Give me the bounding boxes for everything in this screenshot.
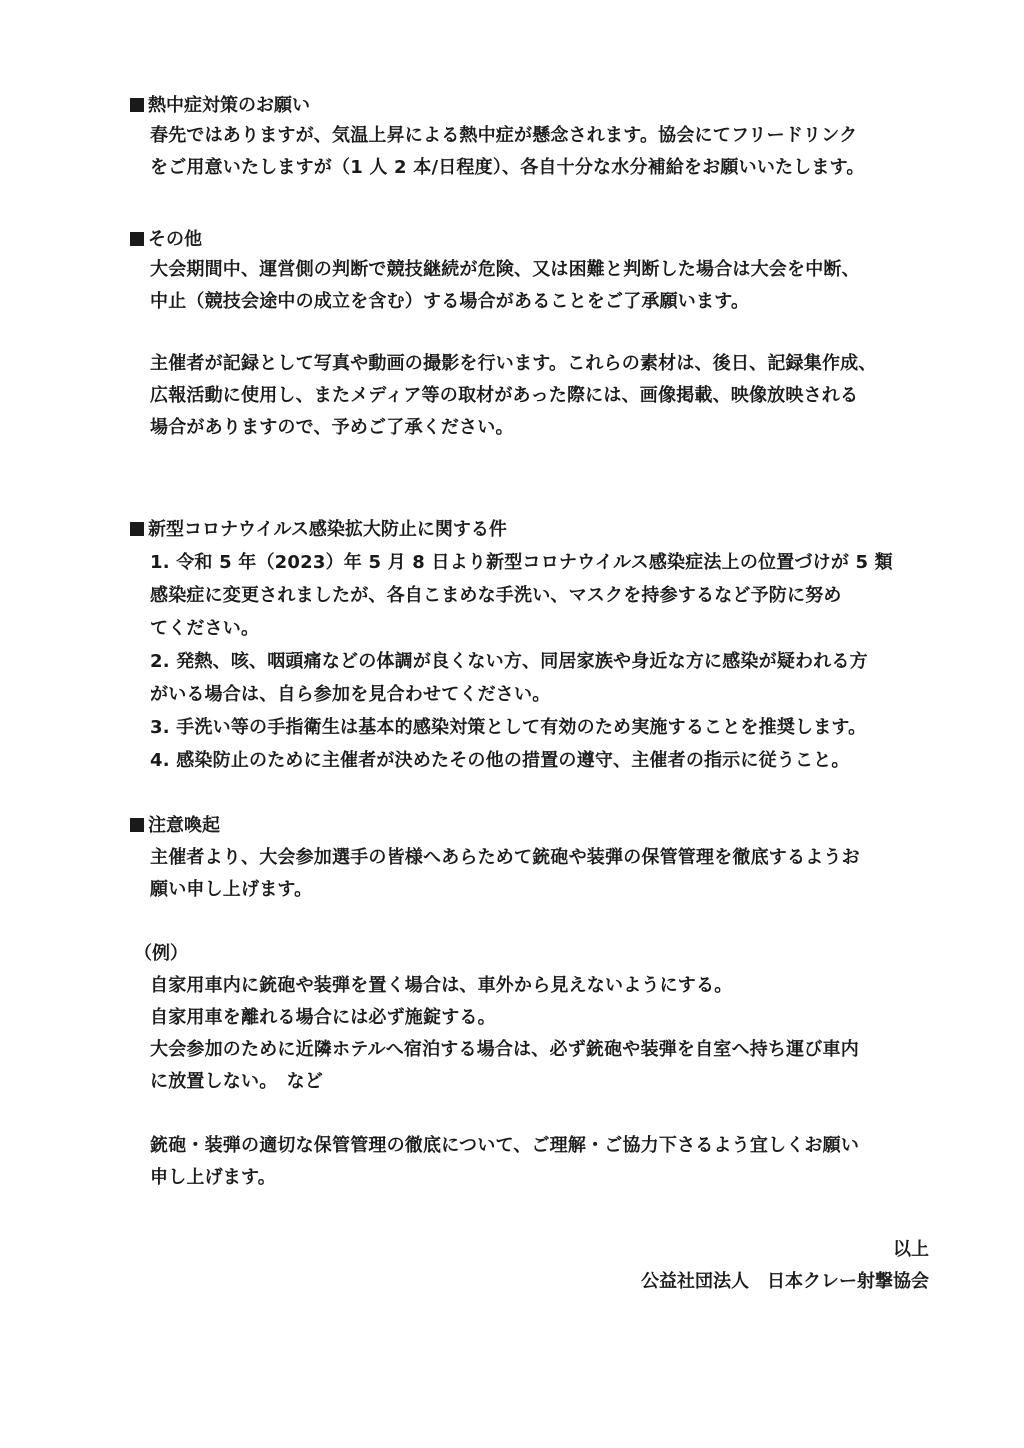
- other-para-2: [130, 348, 970, 444]
- square-bullet-icon: [130, 232, 144, 246]
- closing-line-2: 申し上げます。: [150, 1167, 276, 1188]
- covid-line-6: 3. 手洗い等の手指衛生は基本的感染対策として有効のため実施することを推奨します。: [150, 717, 867, 738]
- heading-caution-text: 注意喚起: [148, 815, 220, 836]
- heading-covid: [130, 516, 507, 544]
- caution-examples: [130, 970, 970, 1098]
- caution-para1-line-2: 願い申し上げます。: [150, 879, 313, 900]
- heading-other-text: その他: [148, 229, 202, 250]
- heading-heatstroke: [130, 92, 310, 120]
- caution-closing: [130, 1130, 970, 1194]
- square-bullet-icon: [130, 818, 144, 832]
- heatstroke-line-1: 春先ではありますが、気温上昇による熱中症が懸念されます。協会にてフリードリンク: [150, 125, 858, 146]
- example-line-2: 自家用車を離れる場合には必ず施錠する。: [150, 1007, 496, 1028]
- other-para-1: [130, 254, 970, 318]
- covid-line-4: 2. 発熱、咳、咽頭痛などの体調が良くない方、同居家族や身近な方に感染が疑われる方: [150, 651, 868, 672]
- heatstroke-body: [130, 120, 970, 184]
- organization-name: 公益社団法人 日本クレー射撃協会: [641, 1271, 929, 1292]
- example-line-3: 大会参加のために近隣ホテルへ宿泊する場合は、必ず銃砲や装弾を自室へ持ち運び車内: [150, 1039, 859, 1060]
- heading-heatstroke-text: 熱中症対策のお願い: [148, 95, 310, 116]
- square-bullet-icon: [130, 522, 144, 536]
- heatstroke-line-2: をご用意いたしますが（1 人 2 本/日程度）、各自十分な水分補給をお願いいたします。: [150, 157, 865, 178]
- heading-caution: [130, 812, 220, 840]
- covid-line-5: がいる場合は、自ら参加を見合わせてください。: [150, 684, 551, 705]
- covid-line-2: 感染症に変更されましたが、各自こまめな手洗い、マスクを持参するなど予防に努め: [150, 585, 842, 606]
- other-para1-line-2: 中止（競技会途中の成立を含む）する場合があることをご了承願います。: [150, 291, 750, 312]
- square-bullet-icon: [130, 98, 144, 112]
- covid-line-7: 4. 感染防止のために主催者が決めたその他の措置の遵守、主催者の指示に従うこと。: [150, 750, 850, 771]
- example-line-1: 自家用車内に銃砲や装弾を置く場合は、車外から見えないようにする。: [150, 975, 733, 996]
- other-para1-line-1: 大会期間中、運営側の判断で競技継続が危険、又は困難と判断した場合は大会を中断、: [150, 259, 860, 280]
- heading-other: [130, 226, 202, 254]
- other-para2-line-1: 主催者が記録として写真や動画の撮影を行います。これらの素材は、後日、記録集作成、: [150, 353, 877, 374]
- example-line-4: に放置しない。 など: [150, 1071, 323, 1092]
- heading-covid-text: 新型コロナウイルス感染拡大防止に関する件: [148, 519, 507, 540]
- end-mark: 以上: [893, 1239, 929, 1260]
- closing-line-1: 銃砲・装弾の適切な保管管理の徹底について、ご理解・ご協力下さるよう宜しくお願い: [150, 1135, 860, 1156]
- other-para2-line-2: 広報活動に使用し、またメディア等の取材があった際には、画像掲載、映像放映される: [150, 385, 859, 406]
- other-para2-line-3: 場合がありますので、予めご了承ください。: [150, 417, 514, 438]
- example-label: （例）: [134, 943, 188, 964]
- caution-para1-line-1: 主催者より、大会参加選手の皆様へあらためて銃砲や装弾の保管管理を徹底するようお: [150, 847, 860, 868]
- covid-line-3: てください。: [150, 618, 260, 639]
- covid-body: [130, 546, 970, 777]
- covid-line-1: 1. 令和 5 年（2023）年 5 月 8 日より新型コロナウイルス感染症法上の位置づけが 5 類: [150, 552, 893, 573]
- caution-para-1: [130, 842, 970, 906]
